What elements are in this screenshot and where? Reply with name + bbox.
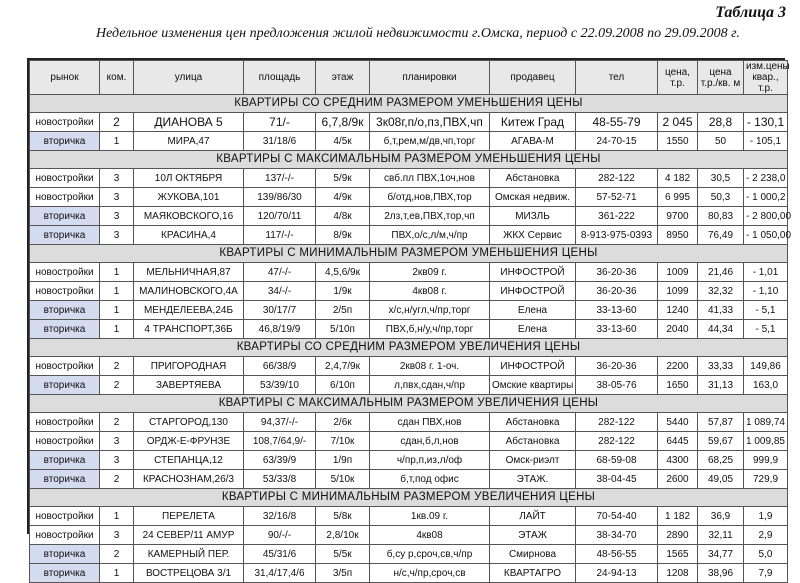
- section-title: КВАРТИРЫ С МИНИМАЛЬНЫМ РАЗМЕРОМ УВЕЛИЧЕНИЯ ЦЕНЫ: [30, 489, 788, 507]
- market-cell: новостройки: [30, 357, 100, 376]
- floor-cell: 5/8к: [316, 507, 370, 526]
- table-row: [30, 526, 788, 545]
- price-cell: 2890: [658, 526, 698, 545]
- floor-cell: 4/8к: [316, 207, 370, 226]
- price-cell: 4 182: [658, 169, 698, 188]
- price-change-cell: 1 089,74: [744, 413, 788, 432]
- market-cell: новостройки: [30, 432, 100, 451]
- area-cell: 53/33/8: [244, 470, 316, 489]
- phone-cell: 282-122: [576, 413, 658, 432]
- table-row: [30, 113, 788, 132]
- street-cell: 24 СЕВЕР/11 АМУР: [134, 526, 244, 545]
- market-cell: вторичка: [30, 301, 100, 320]
- area-cell: 63/39/9: [244, 451, 316, 470]
- seller-cell: Омские квартиры: [490, 376, 576, 395]
- price-cell: 2200: [658, 357, 698, 376]
- seller-cell: ЖКХ Сервис: [490, 226, 576, 245]
- rooms-cell: 3: [100, 526, 134, 545]
- price-per-m2-cell: 76,49: [698, 226, 744, 245]
- layout-cell: ч/пр,п,из,л/оф: [370, 451, 490, 470]
- street-cell: ПЕРЕЛЕТА: [134, 507, 244, 526]
- floor-cell: 7/10к: [316, 432, 370, 451]
- layout-cell: 2кв08 г. 1-оч.: [370, 357, 490, 376]
- phone-cell: 70-54-40: [576, 507, 658, 526]
- price-change-cell: - 5,1: [744, 301, 788, 320]
- price-per-m2-cell: 32,32: [698, 282, 744, 301]
- market-cell: вторичка: [30, 207, 100, 226]
- price-cell: 6445: [658, 432, 698, 451]
- floor-cell: 2,4,7/9к: [316, 357, 370, 376]
- rooms-cell: 1: [100, 301, 134, 320]
- market-cell: вторичка: [30, 376, 100, 395]
- phone-cell: 57-52-71: [576, 188, 658, 207]
- price-per-m2-cell: 33,33: [698, 357, 744, 376]
- layout-cell: б,т,рем,м/дв,чп,торг: [370, 132, 490, 151]
- layout-cell: б,су р,сроч,св,ч/пр: [370, 545, 490, 564]
- column-header: рынок: [30, 61, 100, 95]
- layout-cell: свб.пл ПВХ,1оч,нов: [370, 169, 490, 188]
- seller-cell: Омская недвиж.: [490, 188, 576, 207]
- price-per-m2-cell: 31,13: [698, 376, 744, 395]
- section-title: КВАРТИРЫ СО СРЕДНИМ РАЗМЕРОМ УМЕНЬШЕНИЯ ЦЕНЫ: [30, 95, 788, 113]
- market-cell: новостройки: [30, 113, 100, 132]
- price-per-m2-cell: 80,83: [698, 207, 744, 226]
- section-header-row: [30, 395, 788, 413]
- layout-cell: н/с,ч/пр,сроч,св: [370, 564, 490, 583]
- phone-cell: 33-13-60: [576, 320, 658, 339]
- table-row: [30, 507, 788, 526]
- price-per-m2-cell: 36,9: [698, 507, 744, 526]
- table-row: [30, 413, 788, 432]
- rooms-cell: 3: [100, 169, 134, 188]
- price-change-cell: - 130,1: [744, 113, 788, 132]
- price-change-cell: 163,0: [744, 376, 788, 395]
- phone-cell: 36-20-36: [576, 357, 658, 376]
- section-header-row: [30, 245, 788, 263]
- floor-cell: 6,7,8/9к: [316, 113, 370, 132]
- layout-cell: 2кв09 г.: [370, 263, 490, 282]
- layout-cell: ПВХ,б,н/у,ч/пр,торг: [370, 320, 490, 339]
- rooms-cell: 3: [100, 432, 134, 451]
- floor-cell: 2,8/10к: [316, 526, 370, 545]
- floor-cell: 6/10п: [316, 376, 370, 395]
- seller-cell: Смирнова: [490, 545, 576, 564]
- rooms-cell: 1: [100, 263, 134, 282]
- section-header-row: [30, 489, 788, 507]
- price-change-cell: - 1 000,2: [744, 188, 788, 207]
- price-per-m2-cell: 50,3: [698, 188, 744, 207]
- street-cell: ЖУКОВА,101: [134, 188, 244, 207]
- column-header: планировки: [370, 61, 490, 95]
- rooms-cell: 3: [100, 207, 134, 226]
- price-cell: 1 182: [658, 507, 698, 526]
- price-change-cell: 1 009,85: [744, 432, 788, 451]
- rooms-cell: 2: [100, 470, 134, 489]
- layout-cell: 4кв08 г.: [370, 282, 490, 301]
- floor-cell: 5/10п: [316, 320, 370, 339]
- area-cell: 32/16/8: [244, 507, 316, 526]
- floor-cell: 2/6к: [316, 413, 370, 432]
- table-row: [30, 301, 788, 320]
- seller-cell: Абстановка: [490, 169, 576, 188]
- area-cell: 94,37/-/-: [244, 413, 316, 432]
- layout-cell: 1кв.09 г.: [370, 507, 490, 526]
- market-cell: вторичка: [30, 545, 100, 564]
- seller-cell: ИНФОСТРОЙ: [490, 263, 576, 282]
- area-cell: 31/18/6: [244, 132, 316, 151]
- seller-cell: МИЗЛЬ: [490, 207, 576, 226]
- price-cell: 5440: [658, 413, 698, 432]
- market-cell: новостройки: [30, 413, 100, 432]
- column-header: площадь: [244, 61, 316, 95]
- table-row: [30, 188, 788, 207]
- price-change-cell: - 1,01: [744, 263, 788, 282]
- rooms-cell: 2: [100, 113, 134, 132]
- price-cell: 1565: [658, 545, 698, 564]
- price-cell: 1099: [658, 282, 698, 301]
- layout-cell: сдан ПВХ,нов: [370, 413, 490, 432]
- price-cell: 9700: [658, 207, 698, 226]
- price-per-m2-cell: 59,67: [698, 432, 744, 451]
- layout-cell: б,т,под офис: [370, 470, 490, 489]
- price-change-cell: - 5,1: [744, 320, 788, 339]
- layout-cell: 2лз,т,ев,ПВХ,тор,чп: [370, 207, 490, 226]
- seller-cell: Елена: [490, 301, 576, 320]
- street-cell: КРАСИНА,4: [134, 226, 244, 245]
- street-cell: МАЛИНОВСКОГО,4А: [134, 282, 244, 301]
- layout-cell: б/отд,нов,ПВХ,тор: [370, 188, 490, 207]
- phone-cell: 38-34-70: [576, 526, 658, 545]
- seller-cell: АГАВА-М: [490, 132, 576, 151]
- area-cell: 120/70/11: [244, 207, 316, 226]
- table-row: [30, 282, 788, 301]
- rooms-cell: 1: [100, 282, 134, 301]
- market-cell: вторичка: [30, 132, 100, 151]
- street-cell: ОРДЖ-Е-ФРУНЗЕ: [134, 432, 244, 451]
- floor-cell: 8/9к: [316, 226, 370, 245]
- table-subtitle: Недельное изменения цен предложения жилой недвижимости г.Омска, период с 22.09.2008 по 29.09.2008 г.: [96, 26, 740, 41]
- price-change-cell: - 2 800,00: [744, 207, 788, 226]
- layout-cell: сдан,б,л,нов: [370, 432, 490, 451]
- price-per-m2-cell: 30,5: [698, 169, 744, 188]
- phone-cell: 48-55-79: [576, 113, 658, 132]
- price-per-m2-cell: 34,77: [698, 545, 744, 564]
- rooms-cell: 2: [100, 357, 134, 376]
- market-cell: новостройки: [30, 282, 100, 301]
- price-cell: 4300: [658, 451, 698, 470]
- rooms-cell: 2: [100, 376, 134, 395]
- street-cell: КРАСНОЗНАМ,26/3: [134, 470, 244, 489]
- layout-cell: 4кв08: [370, 526, 490, 545]
- price-change-cell: 999,9: [744, 451, 788, 470]
- area-cell: 45/31/6: [244, 545, 316, 564]
- area-cell: 139/86/30: [244, 188, 316, 207]
- table-row: [30, 263, 788, 282]
- price-per-m2-cell: 68,25: [698, 451, 744, 470]
- seller-cell: КВАРТАГРО: [490, 564, 576, 583]
- section-header-row: [30, 151, 788, 169]
- area-cell: 90/-/-: [244, 526, 316, 545]
- rooms-cell: 2: [100, 413, 134, 432]
- layout-cell: ПВХ,о/с,л/м,ч/пр: [370, 226, 490, 245]
- phone-cell: 282-122: [576, 169, 658, 188]
- phone-cell: 24-70-15: [576, 132, 658, 151]
- phone-cell: 361-222: [576, 207, 658, 226]
- area-cell: 47/-/-: [244, 263, 316, 282]
- seller-cell: Омск-риэлт: [490, 451, 576, 470]
- area-cell: 108,7/64,9/-: [244, 432, 316, 451]
- layout-cell: 3к08г,п/о,пз,ПВХ,чп: [370, 113, 490, 132]
- column-header: изм.цены квар., т.р.: [744, 61, 788, 95]
- floor-cell: 4/5к: [316, 132, 370, 151]
- street-cell: КАМЕРНЫЙ ПЕР.: [134, 545, 244, 564]
- price-table: [29, 60, 792, 583]
- table-row: [30, 545, 788, 564]
- rooms-cell: 3: [100, 226, 134, 245]
- market-cell: новостройки: [30, 526, 100, 545]
- area-cell: 71/-: [244, 113, 316, 132]
- phone-cell: 36-20-36: [576, 263, 658, 282]
- floor-cell: 3/5п: [316, 564, 370, 583]
- price-change-cell: - 1 050,00: [744, 226, 788, 245]
- street-cell: МАЯКОВСКОГО,16: [134, 207, 244, 226]
- section-header-row: [30, 339, 788, 357]
- market-cell: новостройки: [30, 188, 100, 207]
- rooms-cell: 3: [100, 451, 134, 470]
- market-cell: вторичка: [30, 451, 100, 470]
- area-cell: 53/39/10: [244, 376, 316, 395]
- price-per-m2-cell: 38,96: [698, 564, 744, 583]
- floor-cell: 5/10к: [316, 470, 370, 489]
- price-change-cell: 2,9: [744, 526, 788, 545]
- price-per-m2-cell: 50: [698, 132, 744, 151]
- area-cell: 31,4/17,4/6: [244, 564, 316, 583]
- seller-cell: ЭТАЖ.: [490, 470, 576, 489]
- price-change-cell: - 2 238,0: [744, 169, 788, 188]
- street-cell: 4 ТРАНСПОРТ,36Б: [134, 320, 244, 339]
- section-title: КВАРТИРЫ С МАКСИМАЛЬНЫМ РАЗМЕРОМ УВЕЛИЧЕНИЯ ЦЕНЫ: [30, 395, 788, 413]
- phone-cell: 38-04-45: [576, 470, 658, 489]
- price-change-cell: 1,9: [744, 507, 788, 526]
- table-row: [30, 226, 788, 245]
- price-change-cell: - 1,10: [744, 282, 788, 301]
- area-cell: 137/-/-: [244, 169, 316, 188]
- street-cell: ЗАВЕРТЯЕВА: [134, 376, 244, 395]
- price-per-m2-cell: 21,46: [698, 263, 744, 282]
- table-row: [30, 432, 788, 451]
- price-cell: 2 045: [658, 113, 698, 132]
- section-title: КВАРТИРЫ С МИНИМАЛЬНЫМ РАЗМЕРОМ УМЕНЬШЕНИЯ ЦЕНЫ: [30, 245, 788, 263]
- price-per-m2-cell: 28,8: [698, 113, 744, 132]
- price-cell: 1550: [658, 132, 698, 151]
- floor-cell: 1/9п: [316, 451, 370, 470]
- table-row: [30, 564, 788, 583]
- price-change-cell: 7,9: [744, 564, 788, 583]
- rooms-cell: 1: [100, 132, 134, 151]
- phone-cell: 68-59-08: [576, 451, 658, 470]
- section-title: КВАРТИРЫ С МАКСИМАЛЬНЫМ РАЗМЕРОМ УМЕНЬШЕНИЯ ЦЕНЫ: [30, 151, 788, 169]
- seller-cell: Елена: [490, 320, 576, 339]
- section-title: КВАРТИРЫ СО СРЕДНИМ РАЗМЕРОМ УВЕЛИЧЕНИЯ ЦЕНЫ: [30, 339, 788, 357]
- section-header-row: [30, 95, 788, 113]
- table-row: [30, 132, 788, 151]
- floor-cell: 4,5,6/9к: [316, 263, 370, 282]
- street-cell: СТАРГОРОД,130: [134, 413, 244, 432]
- price-per-m2-cell: 44,34: [698, 320, 744, 339]
- seller-cell: Абстановка: [490, 432, 576, 451]
- price-per-m2-cell: 49,05: [698, 470, 744, 489]
- column-header: улица: [134, 61, 244, 95]
- area-cell: 34/-/-: [244, 282, 316, 301]
- rooms-cell: 2: [100, 545, 134, 564]
- price-change-cell: 5,0: [744, 545, 788, 564]
- market-cell: вторичка: [30, 320, 100, 339]
- table-row: [30, 470, 788, 489]
- street-cell: СТЕПАНЦА,12: [134, 451, 244, 470]
- price-per-m2-cell: 41,33: [698, 301, 744, 320]
- market-cell: новостройки: [30, 507, 100, 526]
- price-change-cell: 729,9: [744, 470, 788, 489]
- rooms-cell: 1: [100, 564, 134, 583]
- floor-cell: 5/9к: [316, 169, 370, 188]
- street-cell: ВОСТРЕЦОВА 3/1: [134, 564, 244, 583]
- seller-cell: ЭТАЖ: [490, 526, 576, 545]
- seller-cell: ИНФОСТРОЙ: [490, 282, 576, 301]
- column-header: ком.: [100, 61, 134, 95]
- price-change-cell: - 105,1: [744, 132, 788, 151]
- phone-cell: 24-94-13: [576, 564, 658, 583]
- price-change-cell: 149,86: [744, 357, 788, 376]
- street-cell: 10Л ОКТЯБРЯ: [134, 169, 244, 188]
- market-cell: новостройки: [30, 169, 100, 188]
- seller-cell: Китеж Град: [490, 113, 576, 132]
- phone-cell: 8-913-975-0393: [576, 226, 658, 245]
- street-cell: ДИАНОВА 5: [134, 113, 244, 132]
- street-cell: МЕЛЬНИЧНАЯ,87: [134, 263, 244, 282]
- phone-cell: 38-05-76: [576, 376, 658, 395]
- table-row: [30, 376, 788, 395]
- column-header: продавец: [490, 61, 576, 95]
- layout-cell: х/с,н/угл,ч/пр,торг: [370, 301, 490, 320]
- phone-cell: 36-20-36: [576, 282, 658, 301]
- market-cell: вторичка: [30, 226, 100, 245]
- seller-cell: ИНФОСТРОЙ: [490, 357, 576, 376]
- price-cell: 6 995: [658, 188, 698, 207]
- column-header: цена, т.р.: [658, 61, 698, 95]
- area-cell: 66/38/9: [244, 357, 316, 376]
- column-header: цена т.р./кв. м: [698, 61, 744, 95]
- price-cell: 2040: [658, 320, 698, 339]
- table-row: [30, 451, 788, 470]
- street-cell: МИРА,47: [134, 132, 244, 151]
- phone-cell: 33-13-60: [576, 301, 658, 320]
- table-row: [30, 357, 788, 376]
- area-cell: 117/-/-: [244, 226, 316, 245]
- table-header-row: [30, 61, 788, 95]
- column-header: этаж: [316, 61, 370, 95]
- market-cell: вторичка: [30, 564, 100, 583]
- phone-cell: 282-122: [576, 432, 658, 451]
- price-per-m2-cell: 32,11: [698, 526, 744, 545]
- price-cell: 1240: [658, 301, 698, 320]
- rooms-cell: 3: [100, 188, 134, 207]
- table-row: [30, 169, 788, 188]
- table-row: [30, 207, 788, 226]
- seller-cell: ЛАЙТ: [490, 507, 576, 526]
- market-cell: вторичка: [30, 470, 100, 489]
- price-table-frame: [27, 58, 792, 579]
- table-caption: Таблица 3: [715, 4, 786, 21]
- street-cell: МЕНДЕЛЕЕВА,24Б: [134, 301, 244, 320]
- price-cell: 1208: [658, 564, 698, 583]
- price-cell: 8950: [658, 226, 698, 245]
- rooms-cell: 1: [100, 507, 134, 526]
- seller-cell: Абстановка: [490, 413, 576, 432]
- floor-cell: 2/5п: [316, 301, 370, 320]
- area-cell: 30/17/7: [244, 301, 316, 320]
- floor-cell: 4/9к: [316, 188, 370, 207]
- layout-cell: л,пвх,сдан,ч/пр: [370, 376, 490, 395]
- table-row: [30, 320, 788, 339]
- phone-cell: 48-56-55: [576, 545, 658, 564]
- price-cell: 1650: [658, 376, 698, 395]
- column-header: тел: [576, 61, 658, 95]
- floor-cell: 1/9к: [316, 282, 370, 301]
- price-cell: 1009: [658, 263, 698, 282]
- price-per-m2-cell: 57,87: [698, 413, 744, 432]
- market-cell: новостройки: [30, 263, 100, 282]
- area-cell: 46,8/19/9: [244, 320, 316, 339]
- price-cell: 2600: [658, 470, 698, 489]
- rooms-cell: 1: [100, 320, 134, 339]
- street-cell: ПРИГОРОДНАЯ: [134, 357, 244, 376]
- floor-cell: 5/5к: [316, 545, 370, 564]
